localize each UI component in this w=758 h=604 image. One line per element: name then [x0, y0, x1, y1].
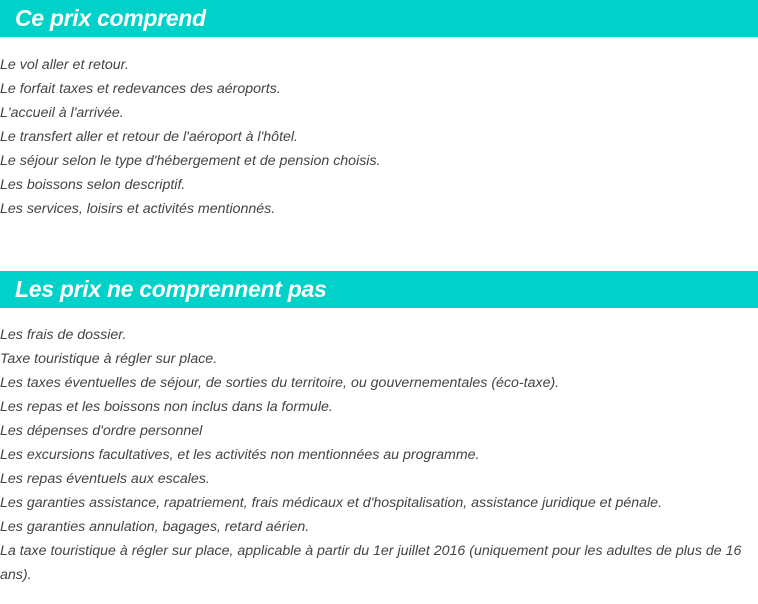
excluded-heading: Les prix ne comprennent pas	[0, 271, 758, 308]
included-item-sejour: Le séjour selon le type d'hébergement et de pension choisis.	[0, 153, 381, 169]
excluded-item-excursions: Les excursions facultatives, et les activités non mentionnées au programme.	[0, 447, 480, 463]
excluded-item-taxe-touristique: Taxe touristique à régler sur place.	[0, 351, 218, 367]
included-heading: Ce prix comprend	[0, 0, 758, 37]
excluded-item-garanties-assistance: Les garanties assistance, rapatriement, frais médicaux et d'hospitalisation, assistance juridique et pénale.	[0, 495, 663, 511]
excluded-item-taxe-2016: La taxe touristique à régler sur place, applicable à partir du 1er juillet 2016 (uniquement pour les adultes de plus de 16 ans).	[0, 543, 742, 583]
included-item-taxes: Le forfait taxes et redevances des aéroports.	[0, 81, 281, 97]
excluded-list	[0, 323, 758, 587]
included-list	[0, 53, 758, 221]
included-section	[0, 0, 758, 221]
excluded-item-frais-dossier: Les frais de dossier.	[0, 327, 127, 343]
included-item-vol: Le vol aller et retour.	[0, 57, 129, 73]
excluded-section	[0, 271, 758, 587]
excluded-item-repas-escales: Les repas éventuels aux escales.	[0, 471, 210, 487]
included-item-transfert: Le transfert aller et retour de l'aéroport à l'hôtel.	[0, 129, 298, 145]
excluded-item-garanties-annulation: Les garanties annulation, bagages, retard aérien.	[0, 519, 310, 535]
excluded-item-taxes-eventuelles: Les taxes éventuelles de séjour, de sorties du territoire, ou gouvernementales (éco-taxe).	[0, 375, 560, 391]
included-item-boissons: Les boissons selon descriptif.	[0, 177, 186, 193]
excluded-item-depenses: Les dépenses d'ordre personnel	[0, 423, 203, 439]
excluded-item-repas-boissons: Les repas et les boissons non inclus dans la formule.	[0, 399, 333, 415]
included-item-services: Les services, loisirs et activités mentionnés.	[0, 201, 276, 217]
included-item-accueil: L'accueil à l'arrivée.	[0, 105, 124, 121]
